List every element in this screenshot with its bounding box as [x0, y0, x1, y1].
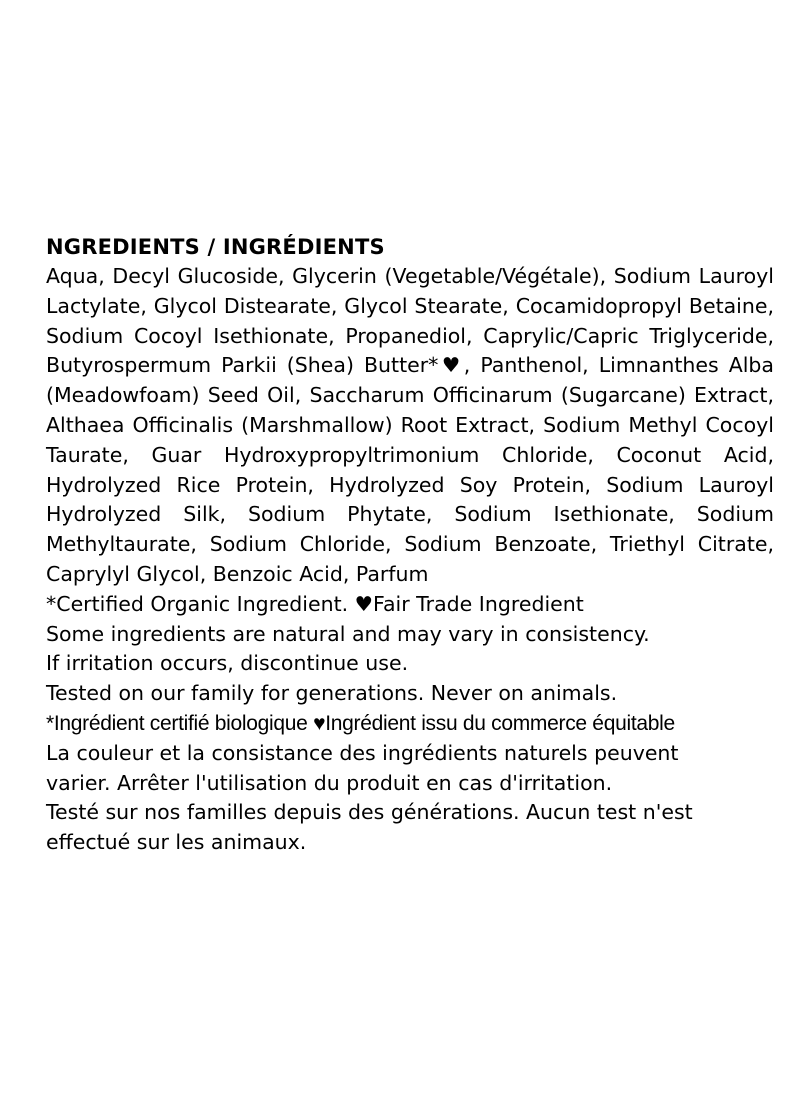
- certified-organic-footnote: *Certified Organic Ingredient. ♥Fair Trade Ingredient: [46, 591, 584, 616]
- ingredients-heading: NGREDIENTS / INGRÉDIENTS: [46, 235, 385, 259]
- natural-variation-note: Some ingredients are natural and may vary in consistency.: [46, 621, 650, 646]
- french-testing-note: Testé sur nos familles depuis des générations. Aucun test n'est effectué sur les animaux.: [46, 800, 693, 855]
- french-footnote: *Ingrédient certifié biologique ♥Ingrédient issu du commerce équitable: [46, 711, 675, 735]
- animal-testing-note: Tested on our family for generations. Never on animals.: [46, 681, 618, 706]
- french-natural-note: La couleur et la consistance des ingrédients naturels peuvent varier. Arrêter l'utilisation du produit en cas d'irritation.: [46, 740, 679, 795]
- ingredients-label: [46, 232, 774, 858]
- irritation-warning: If irritation occurs, discontinue use.: [46, 651, 409, 676]
- ingredient-list: Aqua, Decyl Glucoside, Glycerin (Vegetable/Végétale), Sodium Lauroyl Lactylate, Glycol Distearate, Glycol Stearate, Cocamidopropyl Betaine, Sodium Cocoyl Isethionate, Propanediol, Caprylic/Capric Triglyceride, Butyrospermum Parkii (Shea) Butter*♥, Panthenol, Limnanthes Alba (Meadowfoam) Seed Oil, Saccharum Officinarum (Sugarcane) Extract, Althaea Officinalis (Marshmallow) Root Extract, Sodium Methyl Cocoyl Taurate, Guar Hydroxypropyltrimonium Chloride, Coconut Acid, Hydrolyzed Rice Protein, Hydrolyzed Soy Protein, Sodium Lauroyl Hydrolyzed Silk, Sodium Phytate, Sodium Isethionate, Sodium Methyltaurate, Sodium Chloride, Sodium Benzoate, Triethyl Citrate, Caprylyl Glycol, Benzoic Acid, Parfum: [46, 264, 774, 586]
